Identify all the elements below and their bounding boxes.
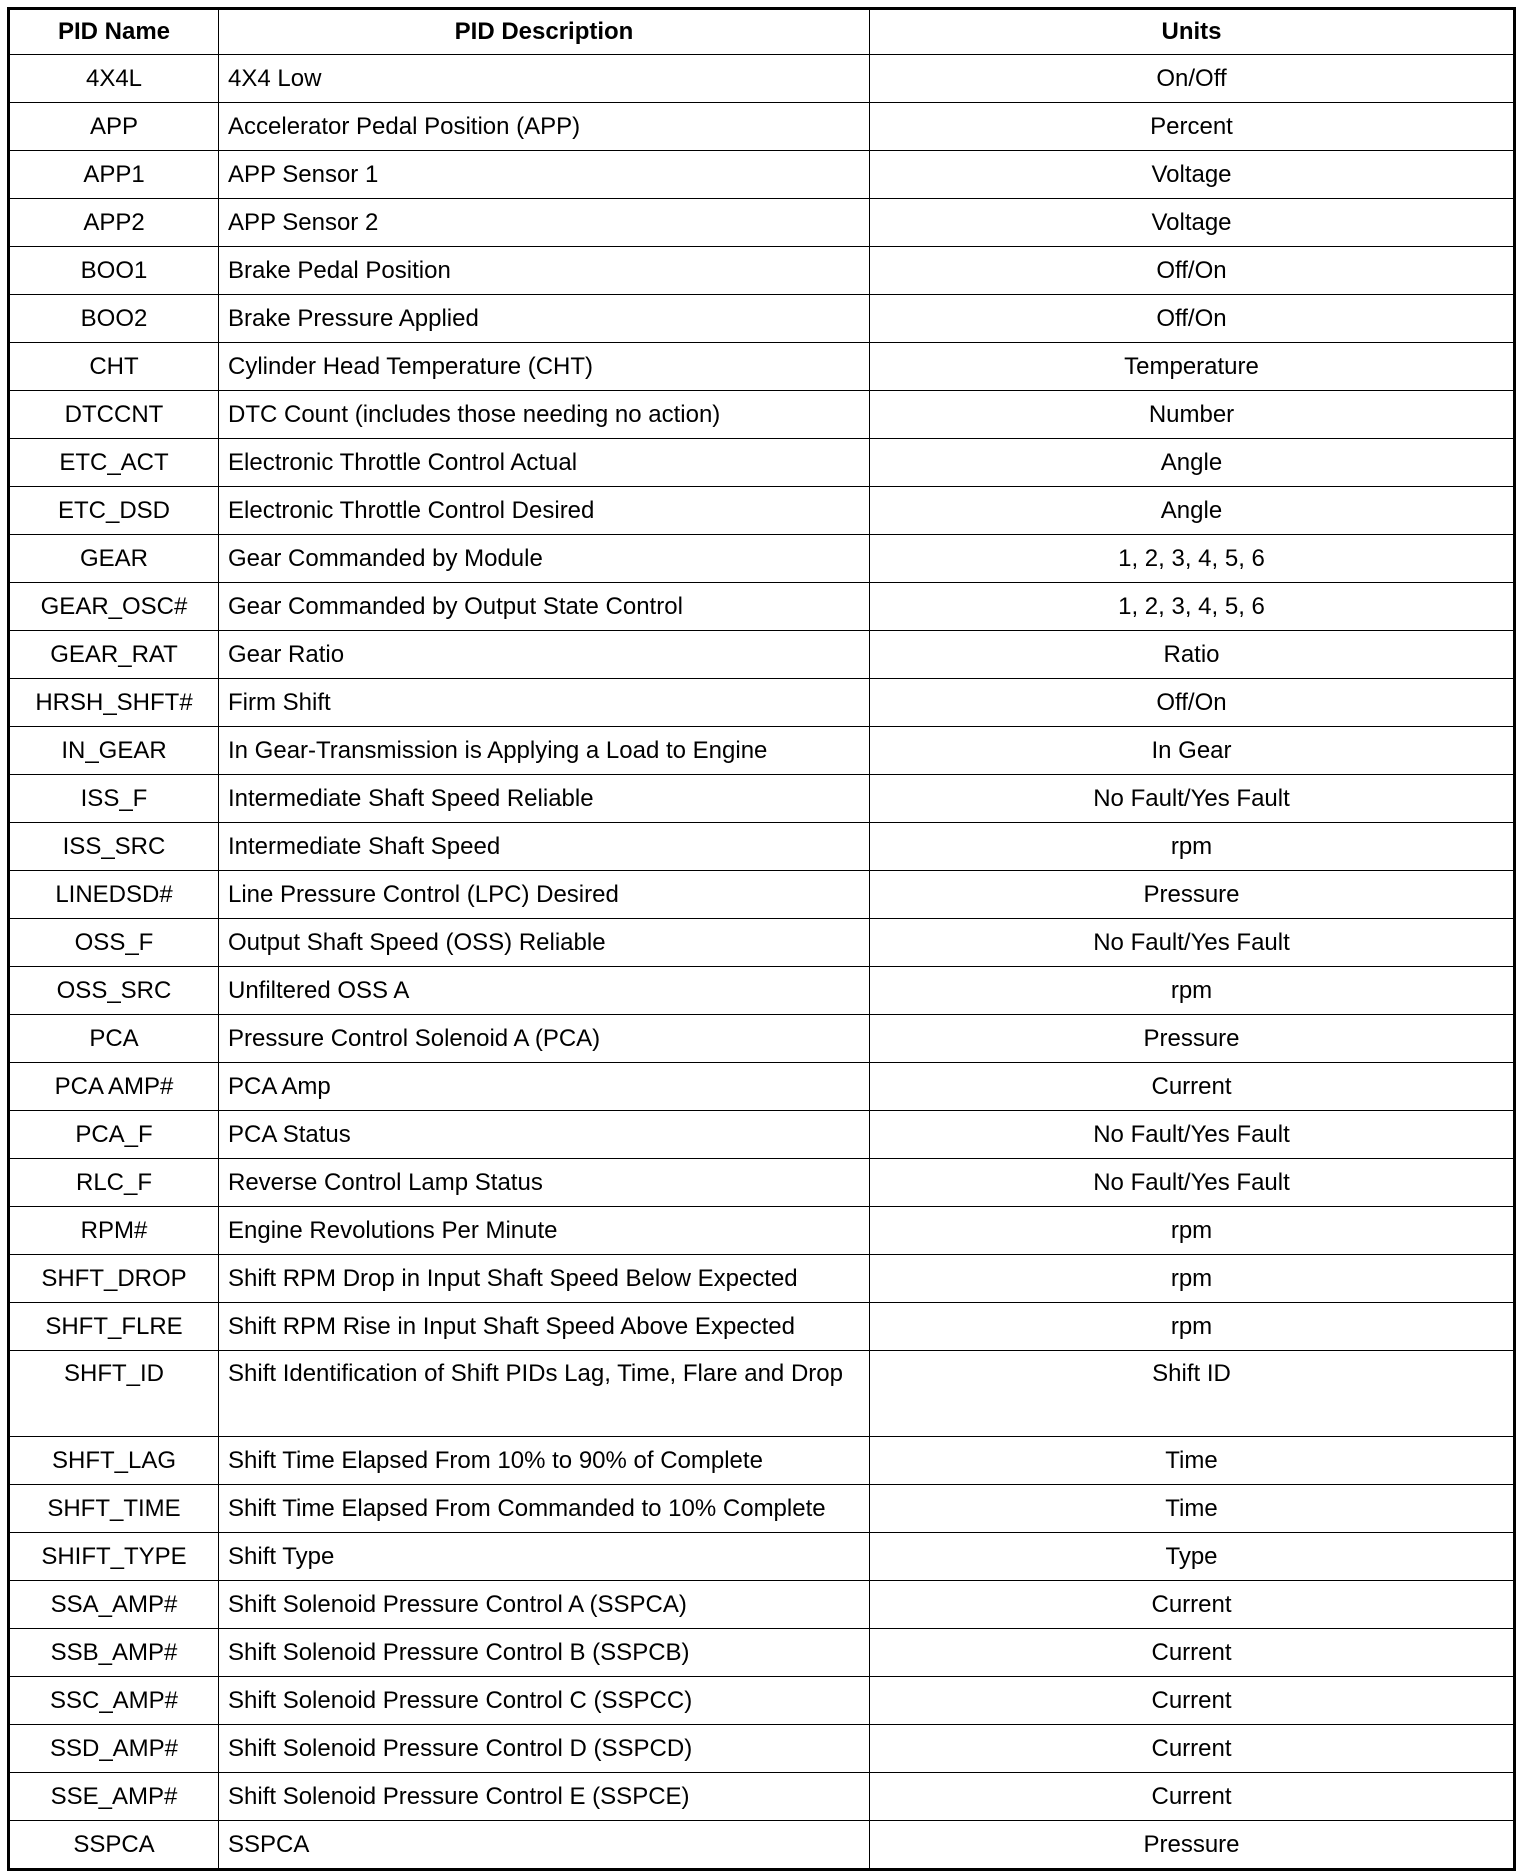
- pid-name-cell: SSA_AMP#: [9, 1581, 219, 1629]
- pid-name-cell: SSC_AMP#: [9, 1677, 219, 1725]
- pid-name-cell: GEAR_RAT: [9, 631, 219, 679]
- pid-name-cell: SSPCA: [9, 1821, 219, 1870]
- pid-units-cell: Angle: [870, 487, 1515, 535]
- pid-units-cell: rpm: [870, 1303, 1515, 1351]
- pid-units-cell: 1, 2, 3, 4, 5, 6: [870, 535, 1515, 583]
- pid-description-cell: Shift Time Elapsed From Commanded to 10% Complete: [219, 1485, 870, 1533]
- pid-description-cell: Electronic Throttle Control Actual: [219, 439, 870, 487]
- pid-units-cell: In Gear: [870, 727, 1515, 775]
- pid-name-cell: BOO1: [9, 247, 219, 295]
- pid-description-cell: Engine Revolutions Per Minute: [219, 1207, 870, 1255]
- pid-description-cell: Intermediate Shaft Speed Reliable: [219, 775, 870, 823]
- pid-units-cell: Type: [870, 1533, 1515, 1581]
- table-row: [9, 1437, 1515, 1485]
- pid-name-cell: SHIFT_TYPE: [9, 1533, 219, 1581]
- pid-units-cell: Temperature: [870, 343, 1515, 391]
- table-row: [9, 1351, 1515, 1437]
- pid-units-cell: No Fault/Yes Fault: [870, 1159, 1515, 1207]
- table-row: [9, 727, 1515, 775]
- table-row: [9, 247, 1515, 295]
- pid-name-cell: RLC_F: [9, 1159, 219, 1207]
- pid-units-cell: Off/On: [870, 295, 1515, 343]
- table-row: [9, 1063, 1515, 1111]
- pid-units-cell: Current: [870, 1581, 1515, 1629]
- table-row: [9, 535, 1515, 583]
- table-row: [9, 631, 1515, 679]
- pid-name-cell: RPM#: [9, 1207, 219, 1255]
- pid-units-cell: Voltage: [870, 151, 1515, 199]
- pid-name-cell: HRSH_SHFT#: [9, 679, 219, 727]
- pid-name-cell: LINEDSD#: [9, 871, 219, 919]
- table-row: [9, 1533, 1515, 1581]
- pid-units-cell: Pressure: [870, 871, 1515, 919]
- pid-name-cell: SHFT_ID: [9, 1351, 219, 1437]
- pid-units-cell: Angle: [870, 439, 1515, 487]
- pid-name-cell: SHFT_LAG: [9, 1437, 219, 1485]
- pid-description-cell: SSPCA: [219, 1821, 870, 1870]
- table-row: [9, 55, 1515, 103]
- pid-units-cell: No Fault/Yes Fault: [870, 1111, 1515, 1159]
- table-row: [9, 199, 1515, 247]
- pid-units-cell: Ratio: [870, 631, 1515, 679]
- table-row: [9, 1581, 1515, 1629]
- pid-units-cell: Off/On: [870, 247, 1515, 295]
- pid-description-cell: Shift Solenoid Pressure Control E (SSPCE): [219, 1773, 870, 1821]
- pid-description-cell: Gear Ratio: [219, 631, 870, 679]
- pid-name-cell: GEAR: [9, 535, 219, 583]
- table-row: [9, 1015, 1515, 1063]
- table-row: [9, 1111, 1515, 1159]
- table-row: [9, 343, 1515, 391]
- pid-name-cell: SHFT_TIME: [9, 1485, 219, 1533]
- pid-description-cell: Firm Shift: [219, 679, 870, 727]
- header-units: Units: [870, 9, 1515, 55]
- pid-name-cell: PCA_F: [9, 1111, 219, 1159]
- pid-description-cell: Gear Commanded by Output State Control: [219, 583, 870, 631]
- pid-units-cell: rpm: [870, 1255, 1515, 1303]
- pid-units-cell: Pressure: [870, 1015, 1515, 1063]
- pid-units-cell: Current: [870, 1063, 1515, 1111]
- table-row: [9, 1725, 1515, 1773]
- pid-units-cell: Time: [870, 1437, 1515, 1485]
- table-row: [9, 1485, 1515, 1533]
- pid-description-cell: Shift Solenoid Pressure Control A (SSPCA): [219, 1581, 870, 1629]
- pid-units-cell: 1, 2, 3, 4, 5, 6: [870, 583, 1515, 631]
- pid-description-cell: Shift Solenoid Pressure Control B (SSPCB): [219, 1629, 870, 1677]
- pid-description-cell: Intermediate Shaft Speed: [219, 823, 870, 871]
- table-row: [9, 1159, 1515, 1207]
- pid-description-cell: Cylinder Head Temperature (CHT): [219, 343, 870, 391]
- pid-description-cell: Brake Pedal Position: [219, 247, 870, 295]
- pid-description-cell: Pressure Control Solenoid A (PCA): [219, 1015, 870, 1063]
- pid-name-cell: ETC_DSD: [9, 487, 219, 535]
- table-row: [9, 679, 1515, 727]
- pid-units-cell: No Fault/Yes Fault: [870, 775, 1515, 823]
- pid-name-cell: APP: [9, 103, 219, 151]
- pid-name-cell: SSD_AMP#: [9, 1725, 219, 1773]
- pid-units-cell: Shift ID: [870, 1351, 1515, 1437]
- table-row: [9, 1207, 1515, 1255]
- pid-description-cell: Line Pressure Control (LPC) Desired: [219, 871, 870, 919]
- pid-name-cell: PCA AMP#: [9, 1063, 219, 1111]
- pid-units-cell: rpm: [870, 823, 1515, 871]
- table-header-row: [9, 9, 1515, 55]
- pid-units-cell: Percent: [870, 103, 1515, 151]
- pid-units-cell: Number: [870, 391, 1515, 439]
- pid-name-cell: SSB_AMP#: [9, 1629, 219, 1677]
- table-row: [9, 919, 1515, 967]
- pid-name-cell: APP2: [9, 199, 219, 247]
- pid-name-cell: OSS_F: [9, 919, 219, 967]
- table-row: [9, 967, 1515, 1015]
- table-row: [9, 1677, 1515, 1725]
- table-row: [9, 391, 1515, 439]
- pid-name-cell: 4X4L: [9, 55, 219, 103]
- pid-description-cell: DTC Count (includes those needing no action): [219, 391, 870, 439]
- pid-description-cell: Shift RPM Rise in Input Shaft Speed Above Expected: [219, 1303, 870, 1351]
- table-row: [9, 1773, 1515, 1821]
- table-body: [9, 55, 1515, 1870]
- pid-units-cell: Current: [870, 1725, 1515, 1773]
- pid-name-cell: PCA: [9, 1015, 219, 1063]
- pid-description-cell: APP Sensor 1: [219, 151, 870, 199]
- table-row: [9, 103, 1515, 151]
- table-row: [9, 1629, 1515, 1677]
- table-row: [9, 295, 1515, 343]
- table-row: [9, 151, 1515, 199]
- header-pid-description: PID Description: [219, 9, 870, 55]
- pid-name-cell: OSS_SRC: [9, 967, 219, 1015]
- table-row: [9, 1255, 1515, 1303]
- pid-description-cell: APP Sensor 2: [219, 199, 870, 247]
- pid-units-cell: rpm: [870, 967, 1515, 1015]
- pid-description-cell: Gear Commanded by Module: [219, 535, 870, 583]
- pid-description-cell: 4X4 Low: [219, 55, 870, 103]
- pid-name-cell: APP1: [9, 151, 219, 199]
- pid-description-cell: Reverse Control Lamp Status: [219, 1159, 870, 1207]
- pid-description-cell: Shift Solenoid Pressure Control D (SSPCD): [219, 1725, 870, 1773]
- pid-name-cell: ETC_ACT: [9, 439, 219, 487]
- pid-name-cell: IN_GEAR: [9, 727, 219, 775]
- pid-name-cell: SHFT_DROP: [9, 1255, 219, 1303]
- pid-units-cell: Pressure: [870, 1821, 1515, 1870]
- pid-description-cell: Output Shaft Speed (OSS) Reliable: [219, 919, 870, 967]
- table-row: [9, 487, 1515, 535]
- pid-units-cell: On/Off: [870, 55, 1515, 103]
- pid-name-cell: DTCCNT: [9, 391, 219, 439]
- pid-units-cell: Off/On: [870, 679, 1515, 727]
- pid-name-cell: ISS_F: [9, 775, 219, 823]
- pid-units-cell: Current: [870, 1677, 1515, 1725]
- pid-units-cell: Voltage: [870, 199, 1515, 247]
- pid-description-cell: In Gear-Transmission is Applying a Load to Engine: [219, 727, 870, 775]
- table-row: [9, 1821, 1515, 1870]
- table-row: [9, 775, 1515, 823]
- pid-description-cell: Brake Pressure Applied: [219, 295, 870, 343]
- pid-name-cell: GEAR_OSC#: [9, 583, 219, 631]
- pid-description-cell: Shift Time Elapsed From 10% to 90% of Complete: [219, 1437, 870, 1485]
- pid-description-cell: Shift Identification of Shift PIDs Lag, Time, Flare and Drop: [219, 1351, 870, 1437]
- pid-description-cell: Electronic Throttle Control Desired: [219, 487, 870, 535]
- pid-description-cell: PCA Amp: [219, 1063, 870, 1111]
- pid-description-cell: Accelerator Pedal Position (APP): [219, 103, 870, 151]
- pid-units-cell: No Fault/Yes Fault: [870, 919, 1515, 967]
- pid-description-cell: Shift RPM Drop in Input Shaft Speed Below Expected: [219, 1255, 870, 1303]
- pid-name-cell: BOO2: [9, 295, 219, 343]
- pid-description-cell: Shift Solenoid Pressure Control C (SSPCC): [219, 1677, 870, 1725]
- pid-units-cell: rpm: [870, 1207, 1515, 1255]
- table-row: [9, 439, 1515, 487]
- pid-units-cell: Time: [870, 1485, 1515, 1533]
- table-row: [9, 583, 1515, 631]
- pid-name-cell: SHFT_FLRE: [9, 1303, 219, 1351]
- pid-name-cell: ISS_SRC: [9, 823, 219, 871]
- pid-description-cell: PCA Status: [219, 1111, 870, 1159]
- table-row: [9, 871, 1515, 919]
- header-pid-name: PID Name: [9, 9, 219, 55]
- table-row: [9, 1303, 1515, 1351]
- pid-name-cell: CHT: [9, 343, 219, 391]
- pid-name-cell: SSE_AMP#: [9, 1773, 219, 1821]
- pid-description-cell: Unfiltered OSS A: [219, 967, 870, 1015]
- table-row: [9, 823, 1515, 871]
- pid-units-cell: Current: [870, 1629, 1515, 1677]
- pid-units-cell: Current: [870, 1773, 1515, 1821]
- pid-table: [7, 7, 1516, 1871]
- pid-description-cell: Shift Type: [219, 1533, 870, 1581]
